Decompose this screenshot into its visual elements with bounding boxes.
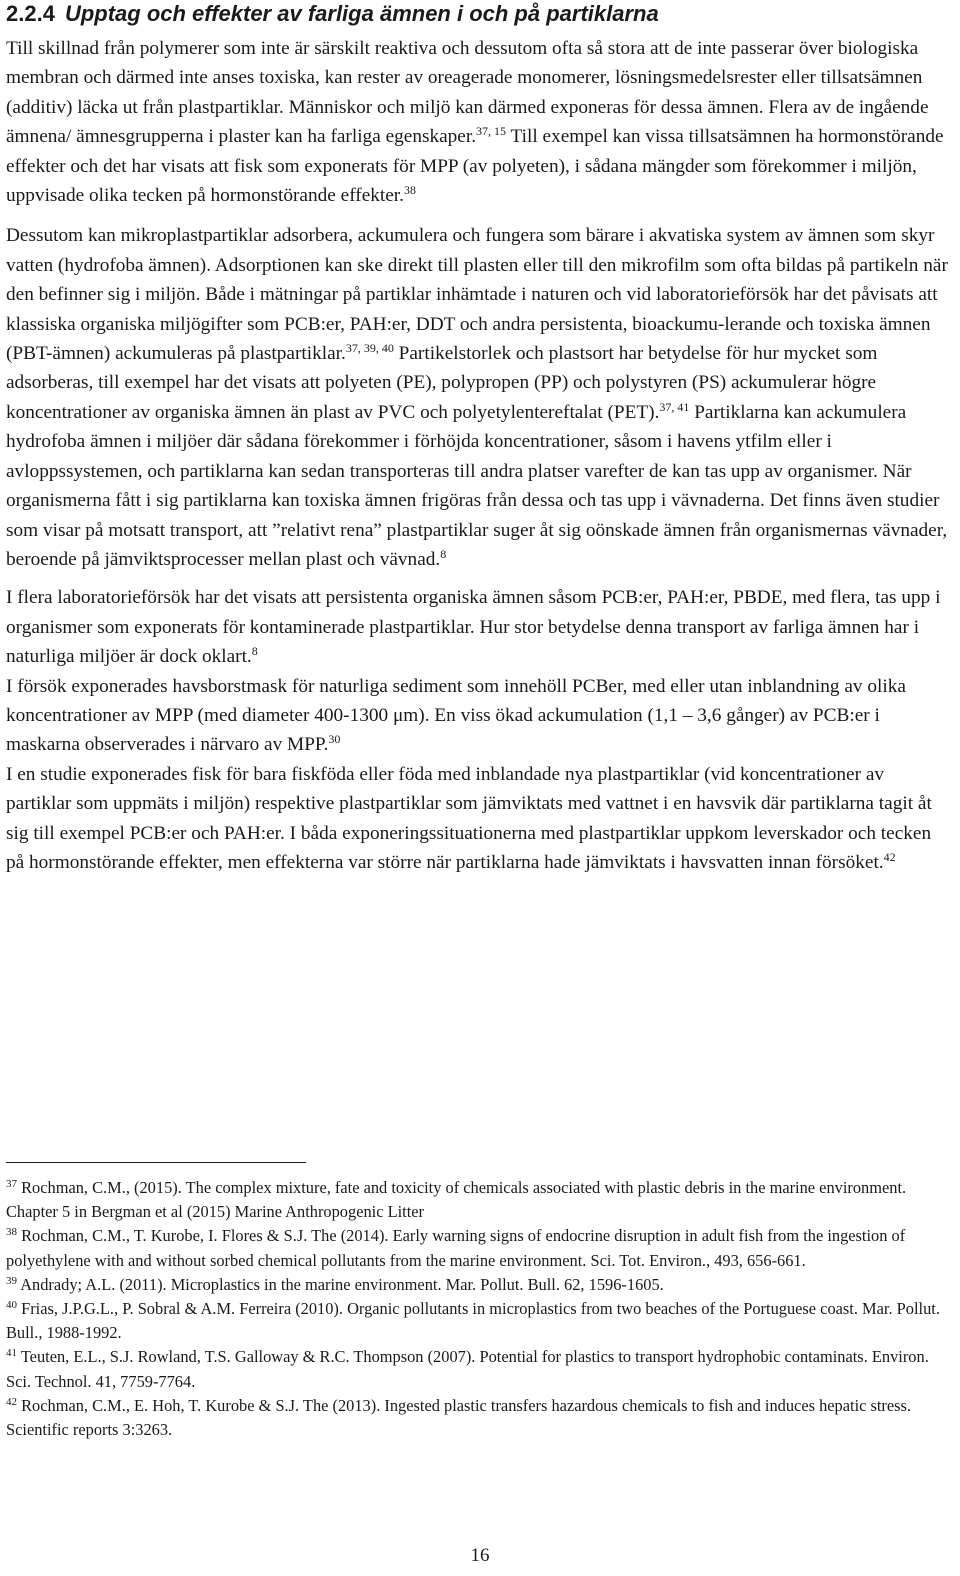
citation-reference: 37, 15 — [476, 124, 507, 139]
paragraph-leaching — [6, 34, 954, 210]
citation-reference: 37, 41 — [659, 399, 690, 414]
paragraph-text: I en studie exponerades fisk för bara fiskföda eller föda med inblandade nya plastpartiklar (vid koncentrationer av partiklar som uppmäts i miljön) respektive plastpartiklar som jämviktats med vattnet i en havsvik där partiklarna tagit åt sig till exempel PCB:er och PAH:er. I båda exponeringssituationerna med plastpartiklar uppkom leverskador och tecken på hormonstörande effekter, men effekterna var större när partiklarna hade jämviktats i havsvatten innan försöket. — [6, 763, 932, 873]
footnote-text: Teuten, E.L., S.J. Rowland, T.S. Galloway & R.C. Thompson (2007). Potential for plastics to transport hydrophobic contaminats. Environ. Sci. Technol. 41, 7759-7764. — [6, 1347, 929, 1391]
citation-reference: 8 — [251, 644, 258, 659]
section-title: Upptag och effekter av farliga ämnen i och på partiklarna — [64, 1, 659, 26]
page-number: 16 — [470, 1545, 490, 1566]
paragraph-text: I försök exponerades havsborstmask för naturliga sediment som innehöll PCBer, med eller utan inblandning av olika koncentrationer av MPP (med diameter 400-1300 μm). En viss ökad ackumulation (1,1 – 3,6 gånger) av PCB:er i maskarna observerades i närvaro av MPP. — [6, 675, 906, 756]
citation-reference: 8 — [440, 546, 447, 561]
paragraph-text: Till skillnad från polymerer som inte är särskilt reaktiva och dessutom ofta så stora att de inte passerar över biologiska membran och därmed inte anses toxiska, kan rester av oreagerade monomerer, lösningsmedelsrester eller tillsatsämnen (additiv) läcka ut från plastpartiklar. Människor och miljö kan därmed exponeras för dessa ämnen. Flera av de ingående ämnena/ ämnesgrupperna i plaster kan ha farliga egenskaper. — [6, 38, 929, 148]
footnote-number: 41 — [6, 1347, 17, 1360]
footnote-number: 38 — [6, 1226, 17, 1239]
footnote-40 — [6, 1297, 954, 1345]
paragraph-worm-study — [6, 672, 954, 760]
paragraph-text: Till exempel kan vissa tillsatsämnen ha hormonstörande effekter och det har visats att fisk som exponerats för MPP (av polyeten), i sådana mängder som förekommer i miljön, uppvisade olika tecken på hormonstörande effekter. — [6, 126, 944, 207]
footnote-text: Rochman, C.M., E. Hoh, T. Kurobe & S.J. The (2013). Ingested plastic transfers hazardous chemicals to fish and induces hepatic stress. Scientific reports 3:3263. — [6, 1395, 912, 1440]
paragraph-text: Dessutom kan mikroplastpartiklar adsorbera, ackumulera och fungera som bärare i akvatiska system av ämnen som skyr vatten (hydrofoba ämnen). Adsorptionen kan ske direkt till plasten eller till den mikrofilm som ofta bildas på partikeln när den befinner sig i miljön. Både i mätningar på partiklar inhämtade i naturen och vid laboratorieförsök har det påvisats att klassiska organiska miljögifter som PCB:er, PAH:er, DDT och andra persistenta, bioackumu-lerande och toxiska ämnen (PBT-ämnen) ackumuleras på plastpartiklar. — [6, 225, 948, 365]
body-text — [6, 34, 954, 877]
paragraph-text: Partikelstorlek och plastsort har betydelse för hur mycket som adsorberas, till exempel har det visats att polyeten (PE), polypropen (PP) och polystyren (PS) ackumulerar högre koncentrationer av organiska ämnen än plast av PVC och polyetylentereftalat (PET). — [6, 343, 878, 423]
footnote-42 — [6, 1394, 954, 1442]
footnote-37 — [6, 1176, 954, 1224]
footnote-text: Rochman, C.M., (2015). The complex mixture, fate and toxicity of chemicals associated with plastic debris in the marine environment. Chapter 5 in Bergman et al (2015) Marine Anthropogenic Litter — [6, 1178, 907, 1222]
section-heading — [6, 0, 956, 28]
footnote-text: Rochman, C.M., T. Kurobe, I. Flores & S.J. The (2014). Early warning signs of endocrine disruption in adult fish from the ingestion of polyethylene with and without sorbed chemical pollutants from the marine environment. Sci. Tot. Environ., 493, 656-661. — [6, 1226, 906, 1270]
footnote-39 — [6, 1273, 954, 1297]
footnote-number: 42 — [6, 1395, 17, 1408]
paragraph-fish-study — [6, 760, 954, 878]
footnote-number: 37 — [6, 1178, 17, 1190]
footnotes — [6, 1176, 954, 1442]
citation-reference: 30 — [328, 732, 341, 747]
footnote-41 — [6, 1345, 954, 1393]
citation-reference: 37, 39, 40 — [345, 341, 394, 356]
section-number: 2.2.4 — [6, 1, 55, 26]
citation-reference: 38 — [404, 183, 416, 198]
footnote-number: 40 — [6, 1299, 17, 1312]
paragraph-text: I flera laboratorieförsök har det visats att persistenta organiska ämnen såsom PCB:er, PAH:er, PBDE, med flera, tas upp i organismer som exponerats för kontaminerade plastpartiklar. Hur stor betydelse denna transport av farliga ämnen har i naturliga miljöer är dock oklart. — [6, 587, 941, 668]
paragraph-text: Partiklarna kan ackumulera hydrofoba ämnen i miljöer där sådana förekommer i förhöjda koncentrationer, såsom i havens ytfilm eller i avloppssystemen, och partiklarna kan sedan transporteras till andra platser varefter de kan tas upp av organismer. När organismerna fått i sig partiklarna kan toxiska ämnen frigöras från dessa och tas upp i vävnaderna. Det finns även studier som visar på motsatt transport, att ”relativt rena” plastpartiklar suger åt sig oönskade ämnen från organismernas vävnader, beroende på jämviktsprocesser mellan plast och vävnad. — [6, 401, 948, 570]
paragraph-adsorption — [6, 221, 954, 574]
footnote-separator — [6, 1162, 306, 1163]
footnote-text: Andrady; A.L. (2011). Microplastics in the marine environment. Mar. Pollut. Bull. 62, 1596-1605. — [20, 1274, 664, 1294]
footnote-number: 39 — [6, 1274, 17, 1287]
citation-reference: 42 — [883, 849, 896, 864]
footnote-text: Frias, J.P.G.L., P. Sobral & A.M. Ferreira (2010). Organic pollutants in microplastics from two beaches of the Portuguese coast. Mar. Pollut. Bull., 1988-1992. — [6, 1299, 940, 1343]
paragraph-laboratory — [6, 583, 954, 671]
footnote-38 — [6, 1224, 954, 1272]
